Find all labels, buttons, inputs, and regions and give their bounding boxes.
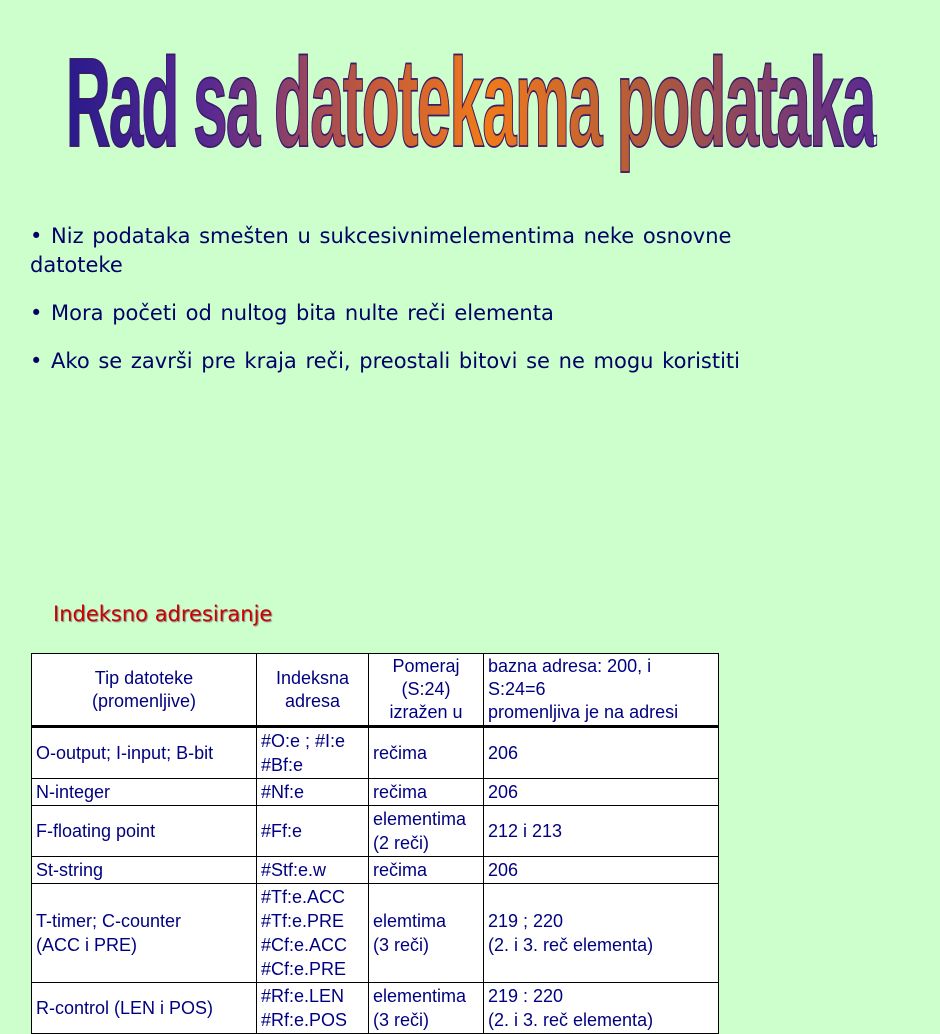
table-cell: #O:e ; #I:e #Bf:e (257, 727, 369, 779)
table-cell: 219 ; 220 (2. i 3. reč elementa) (484, 884, 719, 983)
table-cell: F-floating point (32, 806, 257, 857)
table-cell: #Rf:e.LEN #Rf:e.POS (257, 983, 369, 1034)
table-cell: O-output; I-input; B-bit (32, 727, 257, 779)
title-container (0, 32, 875, 174)
header-cell-result-address: bazna adresa: 200, i S:24=6 promenljiva je na adresi (484, 654, 719, 727)
table-cell: R-control (LEN i POS) (32, 983, 257, 1034)
table-cell: 206 (484, 727, 719, 779)
table-cell: 206 (484, 857, 719, 884)
table-cell: rečima (369, 779, 484, 806)
table-row (32, 884, 719, 983)
table-row (32, 727, 719, 779)
table-cell: 206 (484, 779, 719, 806)
table-cell: St-string (32, 857, 257, 884)
table-cell: #Tf:e.ACC #Tf:e.PRE #Cf:e.ACC #Cf:e.PRE (257, 884, 369, 983)
table-cell: elemtima (3 reči) (369, 884, 484, 983)
table-cell: #Ff:e (257, 806, 369, 857)
table-cell: elementima (2 reči) (369, 806, 484, 857)
table-row (32, 857, 719, 884)
page-title: Rad sa datotekama podataka (65, 33, 875, 174)
header-cell-file-type: Tip datoteke (promenljive) (32, 654, 257, 727)
table-cell: 219 : 220 (2. i 3. reč elementa) (484, 983, 719, 1034)
table-cell: 212 i 213 (484, 806, 719, 857)
table-cell: T-timer; C-counter (ACC i PRE) (32, 884, 257, 983)
table-row (32, 779, 719, 806)
table-cell: #Nf:e (257, 779, 369, 806)
section-subtitle: Indeksno adresiranje (53, 602, 273, 626)
header-cell-offset: Pomeraj (S:24) izražen u (369, 654, 484, 727)
table-header-row (32, 654, 719, 727)
bullet-item: • Ako se završi pre kraja reči, preostali bitovi se ne mogu koristiti (30, 349, 740, 373)
table-row (32, 983, 719, 1034)
table-cell: elementima (3 reči) (369, 983, 484, 1034)
bullet-item: • Niz podataka smešten u sukcesivnimelementima neke osnovne datoteke (30, 224, 732, 277)
table-row (32, 806, 719, 857)
addressing-table (31, 653, 719, 1034)
header-cell-index-address: Indeksna adresa (257, 654, 369, 727)
bullet-item: • Mora početi od nultog bita nulte reči elementa (30, 301, 554, 325)
table-cell: #Stf:e.w (257, 857, 369, 884)
bullet-list (30, 222, 750, 395)
table-cell: N-integer (32, 779, 257, 806)
table-cell: rečima (369, 727, 484, 779)
table-cell: rečima (369, 857, 484, 884)
